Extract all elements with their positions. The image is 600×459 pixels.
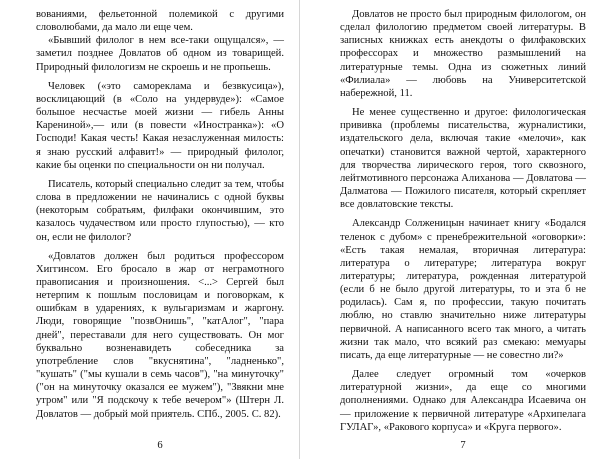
right-page bbox=[300, 0, 600, 459]
page-number: 7 bbox=[460, 440, 466, 451]
paragraph: Не менее существенно и другое: филологическая прививка (проблемы писательства, журналистики, издательского дела, включая такие «мелочи», как опечатки) становится важной чертой, характерного для творчества лирического героя, того сквозного, лейтмотивного персонажа Алиханова — Довлатова — Далматова — Пожилого писателя, который скрепляет все довлатовские тексты. bbox=[340, 107, 586, 211]
paragraph: «Довлатов должен был родиться профессором Хиггинсом. Его бросало в жар от неграмотного правописания и произношения. <...> Сергей был нетерпим к пошлым пословицам и поговоркам, к ошибкам в ударениях, к вульгаризмам и жаргону. Люди, говорящие "позвОнишь", "катАлог", "пара дней", переставали для него существовать. Он мог буквально возненавидеть собеседника за употребление слов "вкуснятина", "ладненько", "кушать" ("мы кушали в семь часов"), "на минуточку" ("он на минуточку оказался ее мужем"), "Звякни мне утром" или "Я подскочу к тебе вечером"» (Штерн Л. Довлатов — добрый мой приятель. СПб., 2005. С. 82). bbox=[36, 250, 284, 420]
paragraph: Писатель, который специально следит за тем, чтобы слова в предложении не начинались с одной буквы (некоторым собратьям, филфаки окончившим, это казалось чудачеством или просто глупостью), — кто он, если не филолог? bbox=[36, 178, 284, 243]
paragraph: «Бывший филолог в нем все-таки ощущался», — заметил позднее Довлатов об одном из товарищей. Природный филологизм не скроешь и не пропьешь. bbox=[36, 35, 284, 73]
paragraph: Человек («это самореклама и безвкусица»), восклицающий (в «Соло на ундервуде»): «Самое большое несчастье моей жизни — гибель Анны Карениной»,— или (в повести «Иностранка»): «О Господи! Какая честь! Какая незаслуженная милость: я знаю русский алфавит!» — природный филолог, какие бы оценки по специальности он ни получал. bbox=[36, 80, 284, 171]
left-page-text bbox=[36, 8, 284, 421]
paragraph: Далее следует огромный том «очерков литературной жизни», да еще со многими дополнениями. Однако для Александра Исаевича он — приложение к первичной литературе «Архипелага ГУЛАГ», «Ракового корпуса» и «Круга первого». bbox=[340, 369, 586, 433]
right-page-text bbox=[340, 8, 586, 434]
page-number: 6 bbox=[157, 440, 163, 451]
paragraph: Александр Солженицын начинает книгу «Бодался теленок с дубом» с пренебрежительной «оговорки»: «Есть такая немалая, вторичная литература: литература о литературе; литература вокруг литературы; литература, рожденная литературой (если б не было другой литературы, то и эта б не родилась). Сам я, по профессии, такую почитать люблю, но ставлю значительно ниже литературы первичной. А написанного всего так много, а читать жизни так мало, что всякий раз смекаю: мемуары писать, да еще литературные — не совестно ли?» bbox=[340, 218, 586, 361]
paragraph: Довлатов не просто был природным филологом, он сделал филологию предметом своей литературы. В записных книжках есть анекдоты о филфаковских профессорах и множество размышлений на литературные темы. Одна из сюжетных линий «Филиала» — любовь на Университетской набережной, 11. bbox=[340, 9, 586, 99]
paragraph: вованиями, фельетонной полемикой с другими словолюбами, да мало ли еще чем. bbox=[36, 9, 284, 34]
